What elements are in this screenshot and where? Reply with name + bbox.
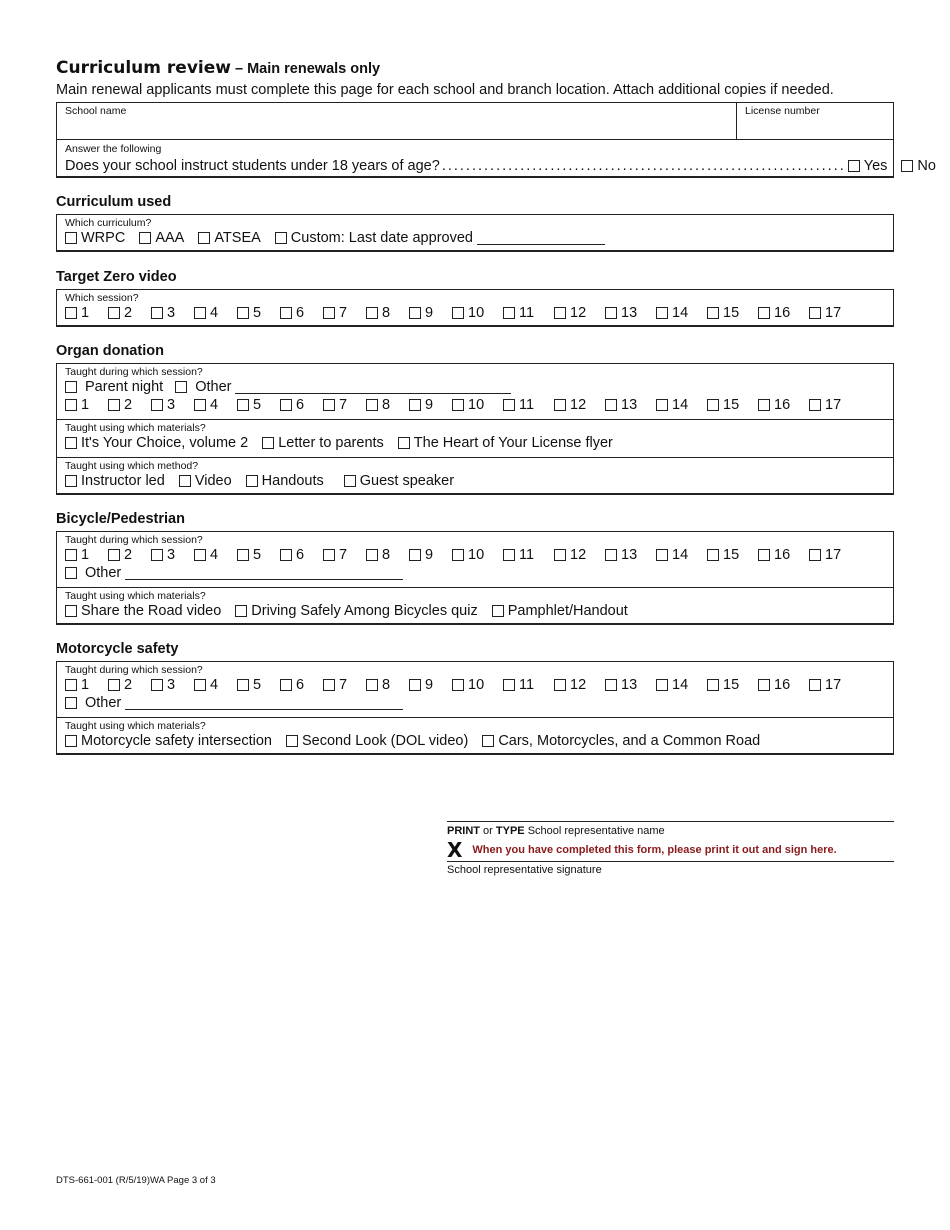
checkbox-icon xyxy=(605,307,617,319)
intro-text: Main renewal applicants must complete this page for each school and branch location. Attach additional copies if needed. xyxy=(56,82,834,98)
license-number-field[interactable]: License number xyxy=(745,105,820,117)
bike-session-7-checkbox[interactable]: 7 xyxy=(323,546,366,564)
checkbox-icon xyxy=(323,399,335,411)
bicycle-box: Taught during which session? 1 2 3 4 5 6 7 8 9 10 11 12 13 14 15 16 17 Other Taught using which materials? Share the Road video Driving Safely Among Bicycles quiz Pamphlet/Handout xyxy=(56,531,894,625)
checkbox-icon xyxy=(366,307,378,319)
checkbox-icon xyxy=(194,679,206,691)
checkbox-icon xyxy=(323,307,335,319)
organ-session-5-checkbox[interactable]: 5 xyxy=(237,396,280,414)
tz-session-15-checkbox[interactable]: 15 xyxy=(707,304,758,322)
section-heading-organ: Organ donation xyxy=(56,343,164,359)
organ-session-14-checkbox[interactable]: 14 xyxy=(656,396,707,414)
checkbox-icon xyxy=(194,307,206,319)
organ-method-instructor-checkbox[interactable]: Instructor led xyxy=(65,472,165,490)
checkbox-icon xyxy=(707,679,719,691)
bike-session-2-checkbox[interactable]: 2 xyxy=(108,546,151,564)
checkbox-icon xyxy=(707,399,719,411)
curriculum-custom-checkbox[interactable]: Custom: Last date approved xyxy=(275,229,473,247)
tz-session-17-checkbox[interactable]: 17 xyxy=(809,304,860,322)
moto-session-9-checkbox[interactable]: 9 xyxy=(409,676,452,694)
checkbox-icon xyxy=(323,679,335,691)
bike-session-9-checkbox[interactable]: 9 xyxy=(409,546,452,564)
checkbox-icon xyxy=(809,307,821,319)
page-title: Curriculum review – Main renewals only xyxy=(56,58,381,78)
organ-session-7-checkbox[interactable]: 7 xyxy=(323,396,366,414)
moto-session-11-checkbox[interactable]: 11 xyxy=(503,676,554,694)
school-info-box: School name License number Answer the following Does your school instruct students under 18 years of age? ................................................................... Yes No xyxy=(56,102,894,178)
moto-session-1-checkbox[interactable]: 1 xyxy=(65,676,108,694)
checkbox-icon xyxy=(366,679,378,691)
bike-session-11-checkbox[interactable]: 11 xyxy=(503,546,554,564)
custom-date-field[interactable] xyxy=(477,232,605,245)
bike-session-4-checkbox[interactable]: 4 xyxy=(194,546,237,564)
organ-session-17-checkbox[interactable]: 17 xyxy=(809,396,860,414)
checkbox-icon xyxy=(409,307,421,319)
organ-sessions xyxy=(57,396,893,414)
organ-other-field[interactable] xyxy=(235,381,511,394)
checkbox-icon xyxy=(65,399,77,411)
motorcycle-material-cars-checkbox[interactable]: Cars, Motorcycles, and a Common Road xyxy=(482,732,760,750)
organ-donation-box: Taught during which session? Parent night Other 1 2 3 4 5 6 7 8 9 10 11 12 13 14 15 16 17 Taught using which materials? It's Your Choice, volume 2 Letter to parents The Heart of Your License flyer Taught using which method? Instructor led Video Handouts Guest speaker xyxy=(56,363,894,495)
organ-session-9-checkbox[interactable]: 9 xyxy=(409,396,452,414)
bicycle-other-checkbox[interactable]: Other xyxy=(65,564,121,582)
tz-session-9-checkbox[interactable]: 9 xyxy=(409,304,452,322)
checkbox-icon xyxy=(452,679,464,691)
tz-session-13-checkbox[interactable]: 13 xyxy=(605,304,656,322)
organ-session-2-checkbox[interactable]: 2 xyxy=(108,396,151,414)
target-zero-sessions xyxy=(57,304,893,322)
organ-material-heart-checkbox[interactable]: The Heart of Your License flyer xyxy=(398,434,613,452)
organ-material-choice-checkbox[interactable]: It's Your Choice, volume 2 xyxy=(65,434,248,452)
moto-session-17-checkbox[interactable]: 17 xyxy=(809,676,860,694)
checkbox-icon xyxy=(323,549,335,561)
checkbox-icon xyxy=(409,679,421,691)
bike-session-10-checkbox[interactable]: 10 xyxy=(452,546,503,564)
under18-no-checkbox[interactable]: No xyxy=(901,157,936,175)
section-heading-motorcycle: Motorcycle safety xyxy=(56,641,179,657)
section-heading-bicycle: Bicycle/Pedestrian xyxy=(56,511,185,527)
moto-session-5-checkbox[interactable]: 5 xyxy=(237,676,280,694)
checkbox-icon xyxy=(452,399,464,411)
checkbox-icon xyxy=(809,549,821,561)
bike-session-12-checkbox[interactable]: 12 xyxy=(554,546,605,564)
checkbox-icon xyxy=(65,307,77,319)
checkbox-icon xyxy=(65,549,77,561)
checkbox-icon xyxy=(151,679,163,691)
moto-session-7-checkbox[interactable]: 7 xyxy=(323,676,366,694)
organ-material-letter-checkbox[interactable]: Letter to parents xyxy=(262,434,384,452)
bicycle-material-pamphlet-checkbox[interactable]: Pamphlet/Handout xyxy=(492,602,628,620)
checkbox-icon xyxy=(809,679,821,691)
checkbox-icon xyxy=(194,549,206,561)
bike-session-3-checkbox[interactable]: 3 xyxy=(151,546,194,564)
bicycle-material-quiz-checkbox[interactable]: Driving Safely Among Bicycles quiz xyxy=(235,602,477,620)
checkbox-icon xyxy=(151,307,163,319)
checkbox-icon xyxy=(108,679,120,691)
checkbox-icon xyxy=(605,549,617,561)
organ-method-speaker-checkbox[interactable]: Guest speaker xyxy=(344,472,454,490)
under18-question: Does your school instruct students under 18 years of age? xyxy=(65,158,440,174)
checkbox-icon xyxy=(554,679,566,691)
organ-session-1-checkbox[interactable]: 1 xyxy=(65,396,108,414)
moto-session-10-checkbox[interactable]: 10 xyxy=(452,676,503,694)
organ-method-handouts-checkbox[interactable]: Handouts xyxy=(246,472,324,490)
checkbox-icon xyxy=(758,307,770,319)
tz-session-6-checkbox[interactable]: 6 xyxy=(280,304,323,322)
moto-session-16-checkbox[interactable]: 16 xyxy=(758,676,809,694)
organ-session-15-checkbox[interactable]: 15 xyxy=(707,396,758,414)
checkbox-icon xyxy=(237,307,249,319)
organ-session-3-checkbox[interactable]: 3 xyxy=(151,396,194,414)
motorcycle-box: Taught during which session? 1 2 3 4 5 6 7 8 9 10 11 12 13 14 15 16 17 Other Taught using which materials? Motorcycle safety intersection Second Look (DOL video) Cars, Motorcycles, and a Common Road xyxy=(56,661,894,755)
checkbox-icon xyxy=(758,399,770,411)
checkbox-icon xyxy=(108,399,120,411)
checkbox-icon xyxy=(108,307,120,319)
checkbox-icon xyxy=(503,307,515,319)
signature-label: School representative signature xyxy=(447,864,602,876)
school-name-field[interactable]: School name xyxy=(57,103,737,139)
tz-session-11-checkbox[interactable]: 11 xyxy=(503,304,554,322)
checkbox-icon xyxy=(108,549,120,561)
form-footer: DTS-661-001 (R/5/19)WA Page 3 of 3 xyxy=(56,1175,216,1186)
curriculum-wrpc-checkbox[interactable]: WRPC xyxy=(65,229,125,247)
organ-session-8-checkbox[interactable]: 8 xyxy=(366,396,409,414)
bike-session-14-checkbox[interactable]: 14 xyxy=(656,546,707,564)
motorcycle-other-field[interactable] xyxy=(125,697,403,710)
moto-session-14-checkbox[interactable]: 14 xyxy=(656,676,707,694)
checkbox-icon xyxy=(809,399,821,411)
signature-block xyxy=(447,821,894,876)
checkbox-icon xyxy=(503,679,515,691)
checkbox-icon xyxy=(194,399,206,411)
bike-session-1-checkbox[interactable]: 1 xyxy=(65,546,108,564)
checkbox-icon xyxy=(237,549,249,561)
signature-field[interactable] xyxy=(447,840,894,862)
bike-session-17-checkbox[interactable]: 17 xyxy=(809,546,860,564)
checkbox-icon xyxy=(758,679,770,691)
moto-session-2-checkbox[interactable]: 2 xyxy=(108,676,151,694)
bicycle-sessions xyxy=(57,546,893,564)
target-zero-box: Which session? 1 2 3 4 5 6 7 8 9 10 11 12 13 14 15 16 17 xyxy=(56,289,894,327)
motorcycle-material-intersection-checkbox[interactable]: Motorcycle safety intersection xyxy=(65,732,272,750)
tz-session-7-checkbox[interactable]: 7 xyxy=(323,304,366,322)
checkbox-icon xyxy=(409,549,421,561)
moto-session-13-checkbox[interactable]: 13 xyxy=(605,676,656,694)
tz-session-1-checkbox[interactable]: 1 xyxy=(65,304,108,322)
checkbox-icon xyxy=(656,307,668,319)
checkbox-icon xyxy=(707,549,719,561)
organ-session-4-checkbox[interactable]: 4 xyxy=(194,396,237,414)
checkbox-icon xyxy=(656,399,668,411)
checkbox-icon xyxy=(503,399,515,411)
bicycle-other-field[interactable] xyxy=(125,567,403,580)
bicycle-material-video-checkbox[interactable]: Share the Road video xyxy=(65,602,221,620)
tz-session-4-checkbox[interactable]: 4 xyxy=(194,304,237,322)
print-name-field[interactable]: PRINT or TYPE School representative name xyxy=(447,821,894,837)
checkbox-icon xyxy=(554,399,566,411)
bike-session-16-checkbox[interactable]: 16 xyxy=(758,546,809,564)
checkbox-icon xyxy=(237,679,249,691)
checkbox-icon xyxy=(366,549,378,561)
checkbox-icon xyxy=(452,307,464,319)
checkbox-icon xyxy=(656,549,668,561)
checkbox-icon xyxy=(554,549,566,561)
checkbox-icon xyxy=(280,307,292,319)
organ-parent-night-checkbox[interactable]: Parent night xyxy=(65,378,163,396)
tz-session-10-checkbox[interactable]: 10 xyxy=(452,304,503,322)
checkbox-icon xyxy=(409,399,421,411)
organ-other-checkbox[interactable]: Other xyxy=(175,378,231,396)
bike-session-6-checkbox[interactable]: 6 xyxy=(280,546,323,564)
moto-session-4-checkbox[interactable]: 4 xyxy=(194,676,237,694)
section-heading-curriculum: Curriculum used xyxy=(56,194,172,210)
curriculum-aaa-checkbox[interactable]: AAA xyxy=(139,229,184,247)
bike-session-13-checkbox[interactable]: 13 xyxy=(605,546,656,564)
organ-session-12-checkbox[interactable]: 12 xyxy=(554,396,605,414)
moto-session-8-checkbox[interactable]: 8 xyxy=(366,676,409,694)
checkbox-icon xyxy=(366,399,378,411)
organ-session-10-checkbox[interactable]: 10 xyxy=(452,396,503,414)
under18-yes-checkbox[interactable]: Yes xyxy=(848,157,888,175)
checkbox-icon xyxy=(554,307,566,319)
moto-session-3-checkbox[interactable]: 3 xyxy=(151,676,194,694)
tz-session-2-checkbox[interactable]: 2 xyxy=(108,304,151,322)
checkbox-icon xyxy=(280,549,292,561)
organ-session-13-checkbox[interactable]: 13 xyxy=(605,396,656,414)
motorcycle-sessions xyxy=(57,676,893,694)
curriculum-box: Which curriculum? WRPC AAA ATSEA Custom: Last date approved xyxy=(56,214,894,252)
checkbox-icon xyxy=(237,399,249,411)
checkbox-icon xyxy=(151,549,163,561)
organ-session-11-checkbox[interactable]: 11 xyxy=(503,396,554,414)
organ-session-6-checkbox[interactable]: 6 xyxy=(280,396,323,414)
bike-session-5-checkbox[interactable]: 5 xyxy=(237,546,280,564)
checkbox-icon xyxy=(503,549,515,561)
checkbox-icon xyxy=(151,399,163,411)
checkbox-icon xyxy=(707,307,719,319)
organ-session-16-checkbox[interactable]: 16 xyxy=(758,396,809,414)
checkbox-icon xyxy=(280,399,292,411)
checkbox-icon xyxy=(452,549,464,561)
tz-session-16-checkbox[interactable]: 16 xyxy=(758,304,809,322)
checkbox-icon xyxy=(656,679,668,691)
tz-session-5-checkbox[interactable]: 5 xyxy=(237,304,280,322)
tz-session-14-checkbox[interactable]: 14 xyxy=(656,304,707,322)
organ-method-video-checkbox[interactable]: Video xyxy=(179,472,232,490)
checkbox-icon xyxy=(758,549,770,561)
curriculum-atsea-checkbox[interactable]: ATSEA xyxy=(198,229,260,247)
bike-session-8-checkbox[interactable]: 8 xyxy=(366,546,409,564)
checkbox-icon xyxy=(605,679,617,691)
tz-session-8-checkbox[interactable]: 8 xyxy=(366,304,409,322)
bike-session-15-checkbox[interactable]: 15 xyxy=(707,546,758,564)
x-mark-icon: X xyxy=(447,838,463,862)
motorcycle-other-checkbox[interactable]: Other xyxy=(65,694,121,712)
tz-session-12-checkbox[interactable]: 12 xyxy=(554,304,605,322)
checkbox-icon xyxy=(605,399,617,411)
checkbox-icon xyxy=(65,679,77,691)
checkbox-icon xyxy=(280,679,292,691)
moto-session-12-checkbox[interactable]: 12 xyxy=(554,676,605,694)
section-heading-target-zero: Target Zero video xyxy=(56,269,177,285)
moto-session-6-checkbox[interactable]: 6 xyxy=(280,676,323,694)
tz-session-3-checkbox[interactable]: 3 xyxy=(151,304,194,322)
motorcycle-material-second-look-checkbox[interactable]: Second Look (DOL video) xyxy=(286,732,468,750)
moto-session-15-checkbox[interactable]: 15 xyxy=(707,676,758,694)
sign-instruction: When you have completed this form, please print it out and sign here. xyxy=(472,844,837,856)
